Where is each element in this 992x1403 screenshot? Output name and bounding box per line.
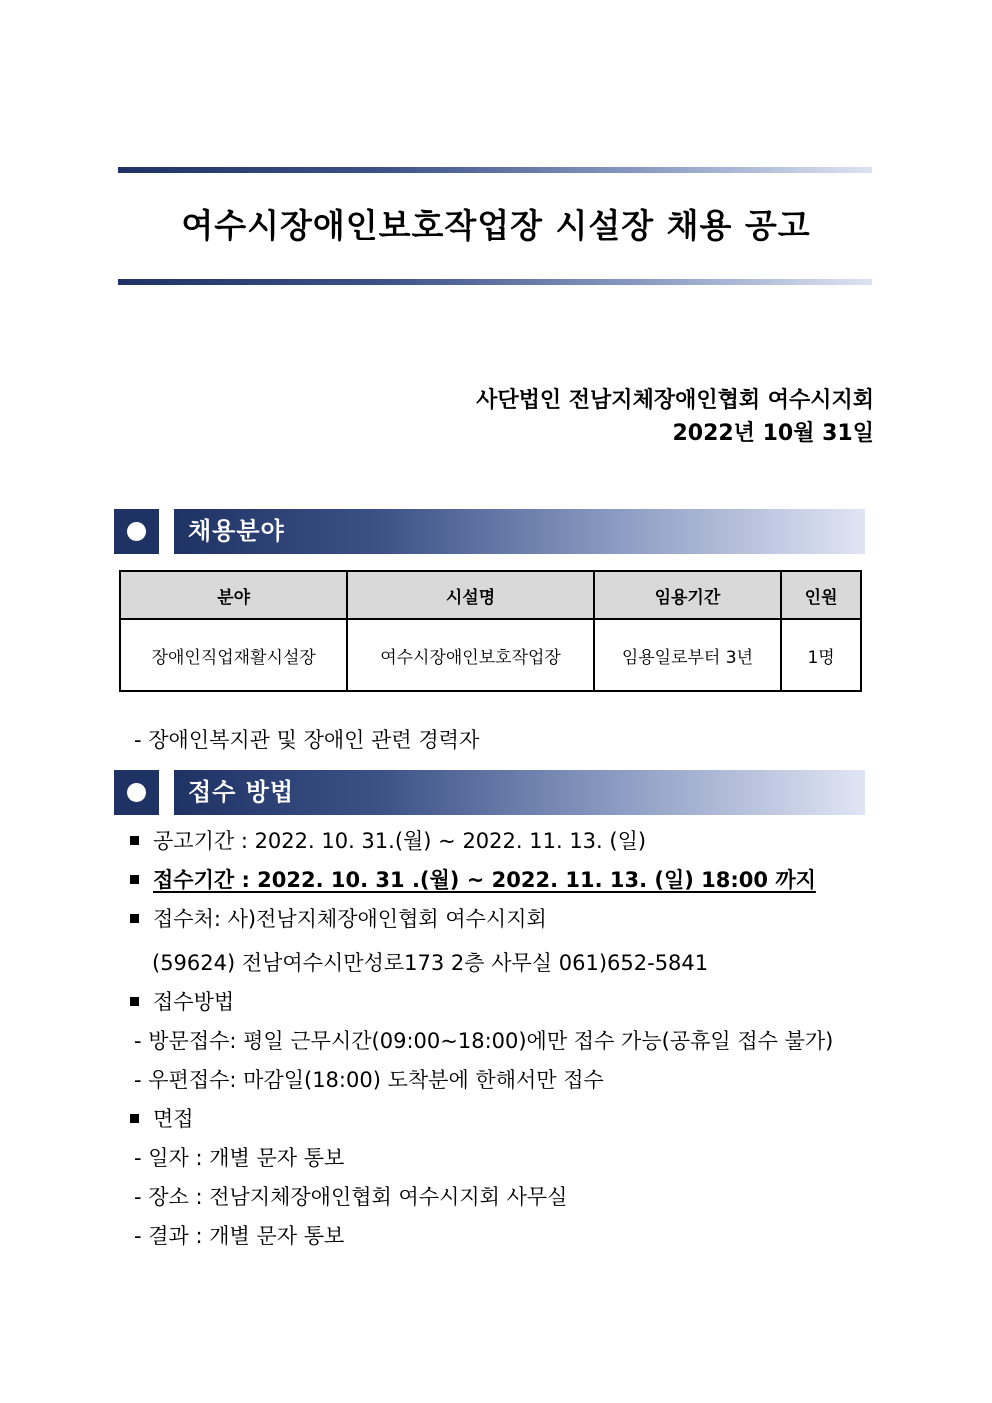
square-bullet-icon — [130, 1114, 139, 1123]
interview-heading-item — [130, 1103, 194, 1133]
receipt-period-item — [130, 864, 816, 894]
square-bullet-icon — [130, 836, 139, 845]
section-marker-icon — [114, 509, 159, 554]
table-cell: 여수시장애인보호작업장 — [347, 619, 593, 691]
qualification-text: - 장애인복지관 및 장애인 관련 경력자 — [134, 728, 480, 752]
method-heading-item — [130, 986, 234, 1016]
organization-name: 사단법인 전남지체장애인협회 여수시지회 — [476, 388, 874, 413]
interview-heading-text: 면접 — [153, 1107, 194, 1131]
title-bottom-rule — [118, 279, 872, 285]
section-title: 접수 방법 — [188, 778, 295, 806]
notice-period-text: 공고기간 : 2022. 10. 31.(월) ~ 2022. 11. 13. (일) — [153, 829, 647, 853]
visit-method-text: - 방문접수: 평일 근무시간(09:00~18:00)에만 접수 가능(공휴일 접수 불가) — [134, 1029, 834, 1053]
interview-date-text: - 일자 : 개별 문자 통보 — [134, 1146, 345, 1170]
section-title: 채용분야 — [188, 517, 285, 545]
square-bullet-icon — [130, 875, 139, 884]
table-header: 시설명 — [347, 571, 593, 619]
section-marker-icon — [114, 770, 159, 815]
table-header-row — [120, 571, 861, 619]
mail-method-text: - 우편접수: 마감일(18:00) 도착분에 한해서만 접수 — [134, 1068, 604, 1092]
notice-period-item — [130, 825, 646, 855]
receipt-place-text: 접수처: 사)전남지체장애인협회 여수시지회 — [153, 907, 547, 931]
square-bullet-icon — [130, 997, 139, 1006]
interview-result-text: - 결과 : 개별 문자 통보 — [134, 1224, 345, 1248]
address-text: (59624) 전남여수시만성로173 2층 사무실 061)652-5841 — [152, 951, 709, 975]
title-top-rule — [118, 167, 872, 173]
section-header-application — [114, 770, 865, 815]
issue-date: 2022년 10월 31일 — [672, 421, 874, 446]
page-title: 여수시장애인보호작업장 시설장 채용 공고 — [181, 206, 811, 245]
table-cell: 1명 — [781, 619, 861, 691]
interview-place-text: - 장소 : 전남지체장애인협회 여수시지회 사무실 — [134, 1185, 568, 1209]
table-row — [120, 619, 861, 691]
section-header-recruitment — [114, 509, 865, 554]
table-header: 분야 — [120, 571, 347, 619]
table-cell: 임용일로부터 3년 — [594, 619, 781, 691]
issuer-block — [476, 384, 874, 450]
table-header: 임용기간 — [594, 571, 781, 619]
receipt-period-text: 접수기간 : 2022. 10. 31 .(월) ~ 2022. 11. 13. (일) 18:00 까지 — [153, 868, 816, 892]
table-cell: 장애인직업재활시설장 — [120, 619, 347, 691]
square-bullet-icon — [130, 914, 139, 923]
recruitment-table — [119, 570, 862, 692]
receipt-place-item — [130, 903, 547, 933]
table-header: 인원 — [781, 571, 861, 619]
method-heading-text: 접수방법 — [153, 990, 235, 1014]
